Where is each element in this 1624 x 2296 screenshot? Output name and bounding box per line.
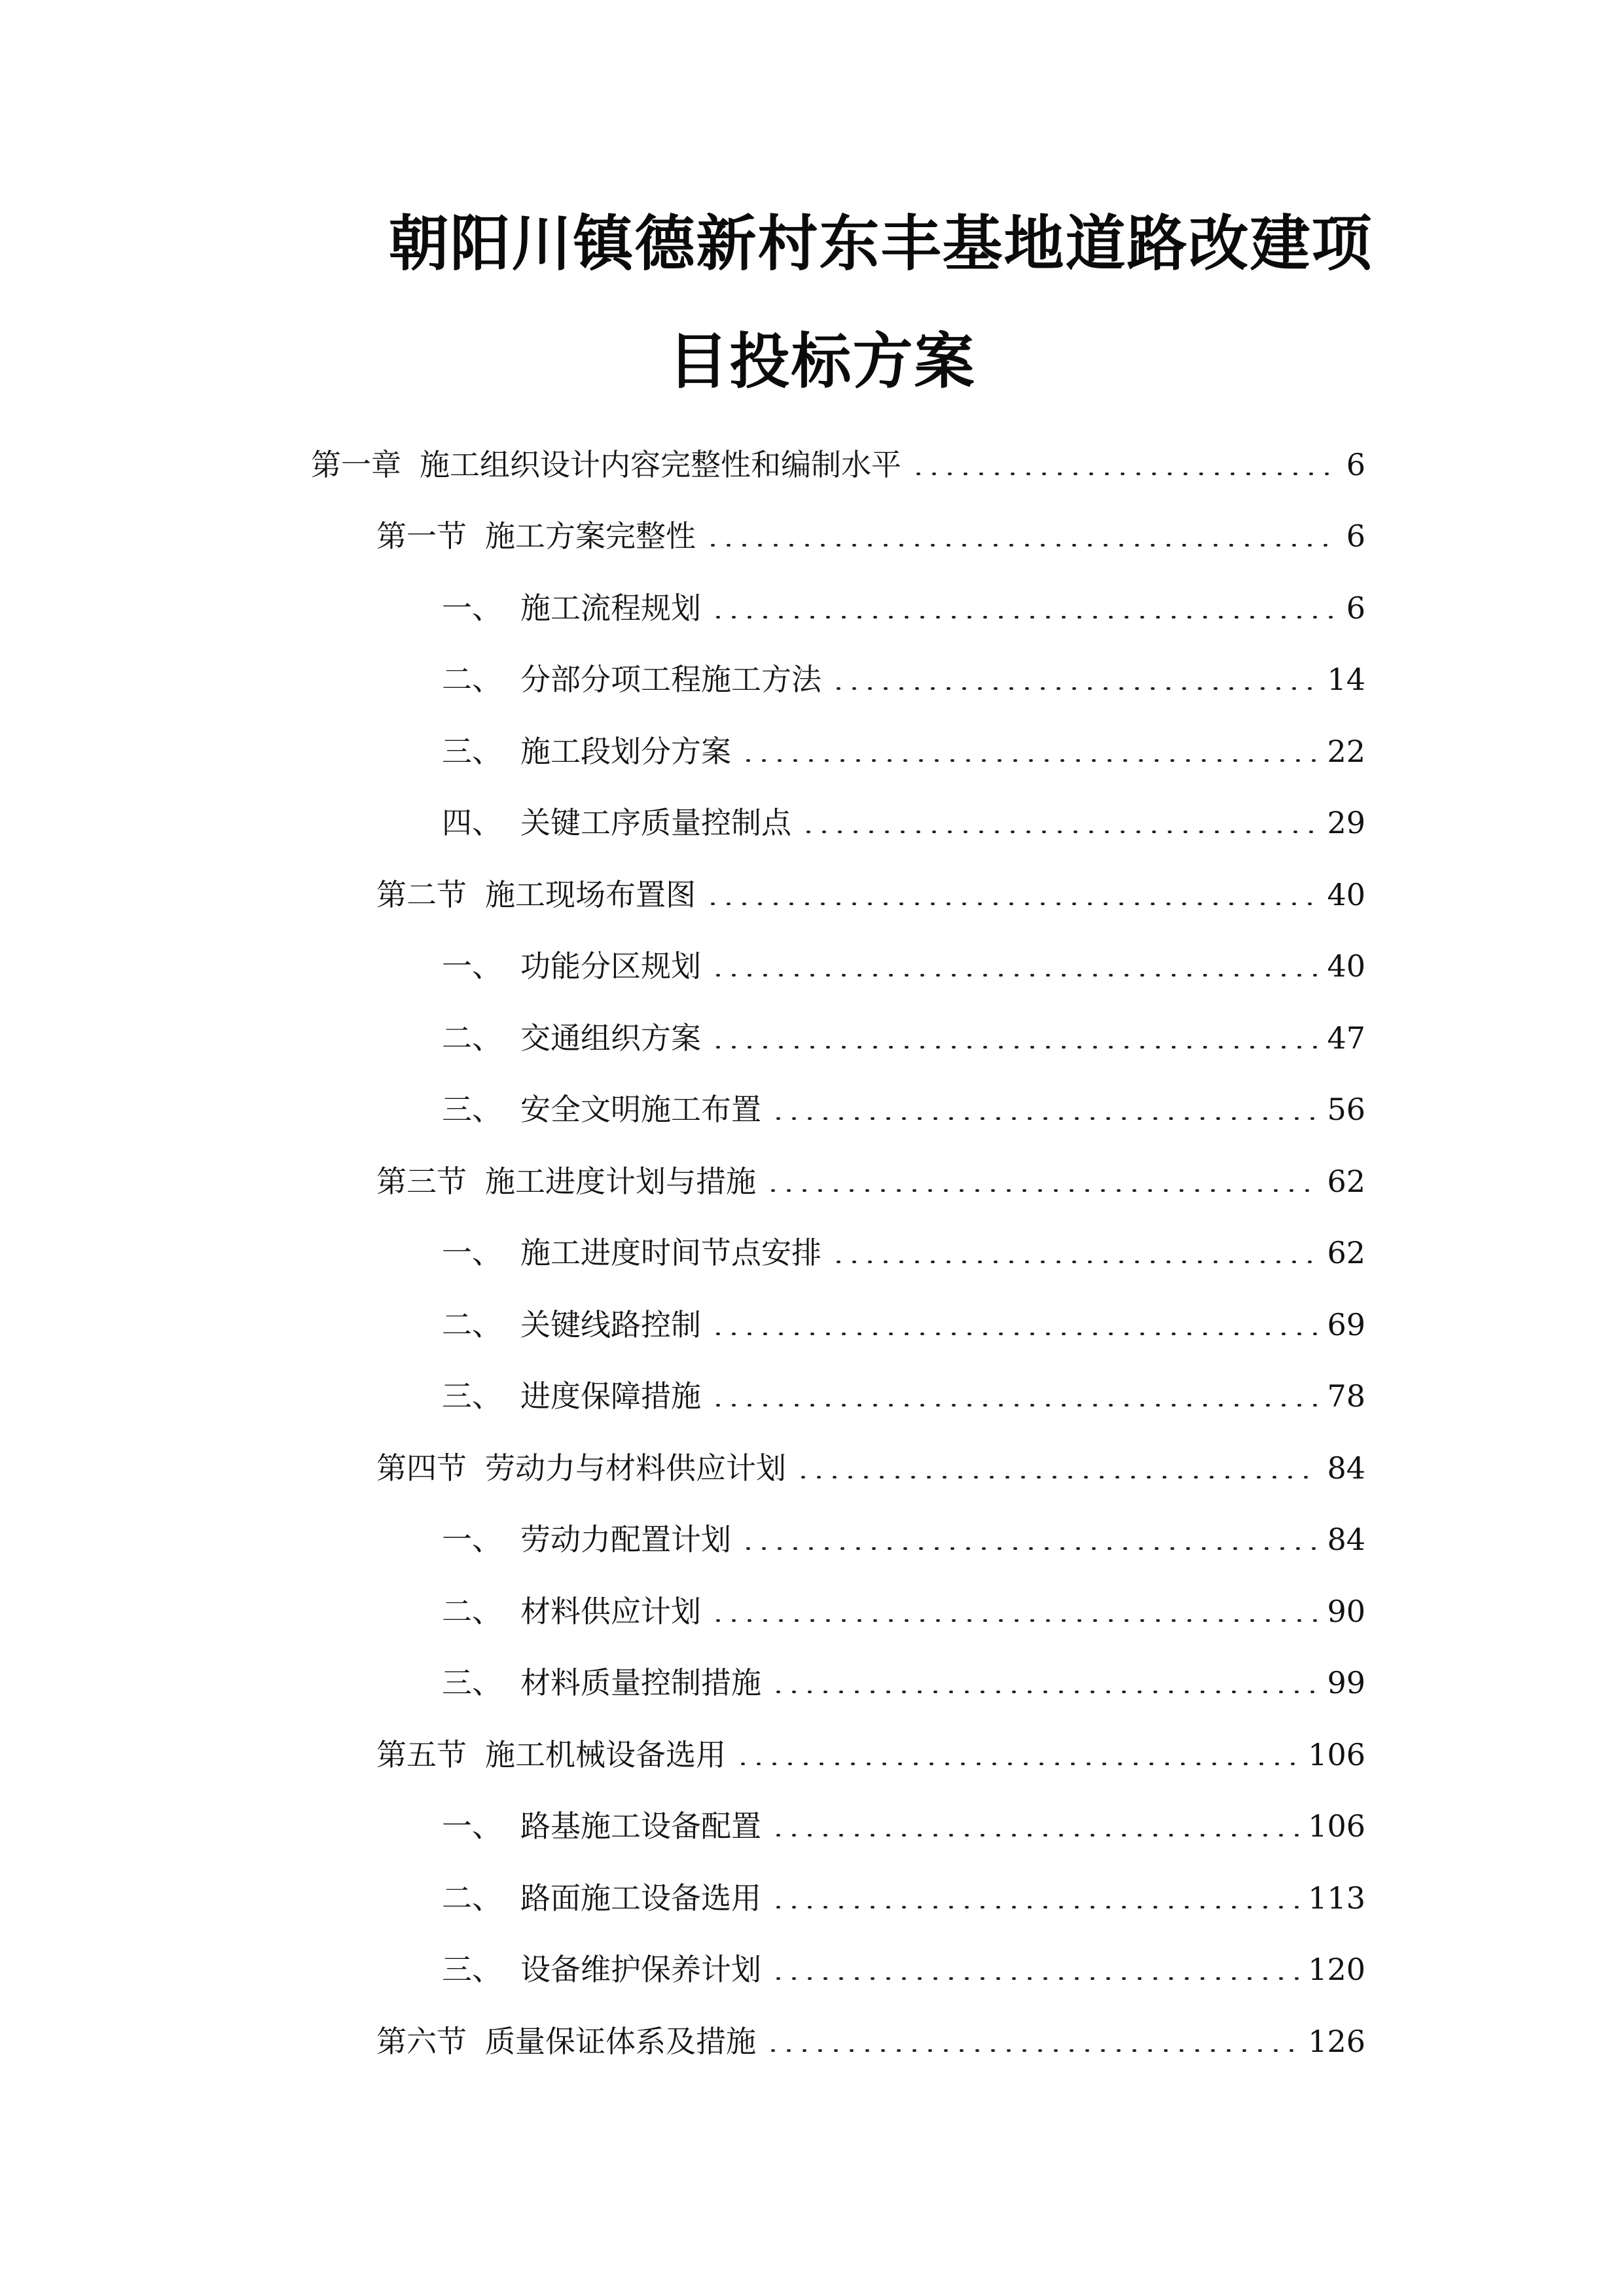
toc-page-number: 62 xyxy=(1327,1235,1365,1271)
toc-entry[interactable] xyxy=(0,787,1624,859)
toc-entry-number: 三、 xyxy=(442,1952,502,1988)
toc-entry-number: 第三节 xyxy=(376,1163,467,1199)
toc-entry-title: 关键工序质量控制点 xyxy=(520,805,791,841)
toc-entry-number: 二、 xyxy=(442,1020,502,1056)
toc-entry-title: 功能分区规划 xyxy=(520,948,701,984)
toc-entry-title: 施工组织设计内容完整性和编制水平 xyxy=(420,446,901,482)
toc-entry-number: 一、 xyxy=(442,948,502,984)
toc-entry[interactable] xyxy=(0,1575,1624,1647)
toc-entry-title: 材料供应计划 xyxy=(520,1593,701,1629)
toc-entry[interactable] xyxy=(0,1719,1624,1791)
toc-entry[interactable] xyxy=(0,1862,1624,1934)
toc-page-number: 120 xyxy=(1308,1952,1365,1988)
toc-entry-title: 施工方案完整性 xyxy=(485,518,696,554)
toc-entry-number: 四、 xyxy=(442,805,502,841)
toc-dot-leader xyxy=(831,687,1318,690)
toc-entry[interactable] xyxy=(0,1647,1624,1719)
toc-page-number: 90 xyxy=(1327,1593,1365,1629)
toc-entry-number: 三、 xyxy=(442,1092,502,1128)
toc-entry-title: 劳动力与材料供应计划 xyxy=(485,1450,786,1486)
toc-dot-leader xyxy=(770,1691,1318,1693)
toc-entry-title: 交通组织方案 xyxy=(520,1020,701,1056)
toc-page-number: 6 xyxy=(1346,590,1365,626)
toc-entry[interactable] xyxy=(0,572,1624,644)
toc-entry-title: 施工现场布置图 xyxy=(485,876,696,912)
toc-entry-number: 二、 xyxy=(442,1880,502,1916)
toc-entry-number: 一、 xyxy=(442,590,502,626)
toc-entry[interactable] xyxy=(0,1432,1624,1504)
toc-page-number: 69 xyxy=(1327,1306,1365,1342)
toc-entry-number: 三、 xyxy=(442,1378,502,1414)
toc-entry[interactable] xyxy=(0,501,1624,573)
toc-entry[interactable] xyxy=(0,859,1624,931)
toc-entry-number: 三、 xyxy=(442,733,502,769)
toc-dot-leader xyxy=(740,759,1318,762)
toc-entry-number: 第二节 xyxy=(376,876,467,912)
toc-page-number: 56 xyxy=(1327,1092,1365,1128)
toc-dot-leader xyxy=(710,1404,1318,1407)
toc-page-number: 106 xyxy=(1308,1808,1365,1844)
toc-entry-number: 第一章 xyxy=(311,446,401,482)
toc-entry-title: 施工段划分方案 xyxy=(520,733,731,769)
toc-entry-number: 第五节 xyxy=(376,1736,467,1772)
toc-dot-leader xyxy=(770,1906,1299,1909)
toc-entry[interactable] xyxy=(0,1074,1624,1146)
toc-entry-title: 进度保障措施 xyxy=(520,1378,701,1414)
toc-page-number: 40 xyxy=(1327,948,1365,984)
toc-entry-title: 材料质量控制措施 xyxy=(520,1665,761,1701)
toc-dot-leader xyxy=(710,1333,1318,1335)
toc-entry-title: 设备维护保养计划 xyxy=(520,1952,761,1988)
toc-dot-leader xyxy=(765,2049,1299,2052)
toc-page-number: 6 xyxy=(1346,446,1365,482)
toc-dot-leader xyxy=(795,1476,1318,1479)
toc-page-number: 29 xyxy=(1327,805,1365,841)
toc-dot-leader xyxy=(911,473,1337,475)
toc-entry-number: 三、 xyxy=(442,1665,502,1701)
toc-entry[interactable] xyxy=(0,931,1624,1003)
toc-entry[interactable] xyxy=(0,1504,1624,1576)
toc-entry-title: 关键线路控制 xyxy=(520,1306,701,1342)
toc-entry[interactable] xyxy=(0,2005,1624,2077)
toc-entry-number: 第四节 xyxy=(376,1450,467,1486)
toc-dot-leader xyxy=(735,1763,1299,1765)
toc-entry-number: 二、 xyxy=(442,1306,502,1342)
toc-dot-leader xyxy=(710,1619,1318,1622)
toc-entry-title: 分部分项工程施工方法 xyxy=(520,662,821,698)
toc-entry-title: 劳动力配置计划 xyxy=(520,1522,731,1558)
toc-dot-leader xyxy=(710,1046,1318,1049)
toc-page-number: 78 xyxy=(1327,1378,1365,1414)
toc-entry[interactable] xyxy=(0,429,1624,501)
toc-page-number: 106 xyxy=(1308,1736,1365,1772)
toc-entry[interactable] xyxy=(0,644,1624,716)
toc-dot-leader xyxy=(770,1834,1299,1837)
toc-page-number: 22 xyxy=(1327,733,1365,769)
toc-entry[interactable] xyxy=(0,1217,1624,1289)
toc-entry[interactable] xyxy=(0,1145,1624,1217)
toc-dot-leader xyxy=(740,1547,1318,1550)
toc-entry[interactable] xyxy=(0,1361,1624,1433)
toc-entry[interactable] xyxy=(0,1002,1624,1074)
toc-dot-leader xyxy=(801,831,1318,833)
toc-entry-title: 路基施工设备配置 xyxy=(520,1808,761,1844)
toc-entry-title: 施工流程规划 xyxy=(520,590,701,626)
toc-entry-title: 施工机械设备选用 xyxy=(485,1736,726,1772)
toc-entry-number: 二、 xyxy=(442,662,502,698)
toc-entry-title: 施工进度计划与措施 xyxy=(485,1163,756,1199)
toc-dot-leader xyxy=(710,974,1318,977)
toc-dot-leader xyxy=(705,903,1318,905)
toc-entry[interactable] xyxy=(0,1791,1624,1863)
toc-page-number: 84 xyxy=(1327,1522,1365,1558)
toc-entry-title: 安全文明施工布置 xyxy=(520,1092,761,1128)
toc-page-number: 126 xyxy=(1308,2023,1365,2059)
toc-entry-number: 第一节 xyxy=(376,518,467,554)
table-of-contents xyxy=(0,429,1624,2077)
toc-page-number: 6 xyxy=(1346,518,1365,554)
toc-entry-title: 路面施工设备选用 xyxy=(520,1880,761,1916)
toc-entry-number: 一、 xyxy=(442,1808,502,1844)
toc-dot-leader xyxy=(831,1261,1318,1263)
toc-entry-number: 二、 xyxy=(442,1593,502,1629)
toc-dot-leader xyxy=(765,1189,1318,1192)
toc-entry-number: 一、 xyxy=(442,1235,502,1271)
toc-page-number: 40 xyxy=(1327,876,1365,912)
toc-page-number: 62 xyxy=(1327,1163,1365,1199)
toc-dot-leader xyxy=(705,544,1337,547)
toc-entry-title: 质量保证体系及措施 xyxy=(485,2023,756,2059)
toc-entry-number: 一、 xyxy=(442,1522,502,1558)
toc-page-number: 14 xyxy=(1327,662,1365,698)
toc-entry-number: 第六节 xyxy=(376,2023,467,2059)
document-title-line-1: 朝阳川镇德新村东丰基地道路改建项 xyxy=(388,209,1373,279)
toc-entry[interactable] xyxy=(0,1934,1624,2006)
toc-dot-leader xyxy=(710,616,1337,619)
toc-dot-leader xyxy=(770,1117,1318,1120)
toc-page-number: 47 xyxy=(1327,1020,1365,1056)
toc-page-number: 99 xyxy=(1327,1665,1365,1701)
document-title-line-2: 目投标方案 xyxy=(668,327,976,397)
toc-dot-leader xyxy=(770,1977,1299,1980)
toc-entry[interactable] xyxy=(0,1289,1624,1361)
toc-page-number: 84 xyxy=(1327,1450,1365,1486)
toc-entry-title: 施工进度时间节点安排 xyxy=(520,1235,821,1271)
toc-page-number: 113 xyxy=(1308,1880,1365,1916)
toc-entry[interactable] xyxy=(0,715,1624,787)
